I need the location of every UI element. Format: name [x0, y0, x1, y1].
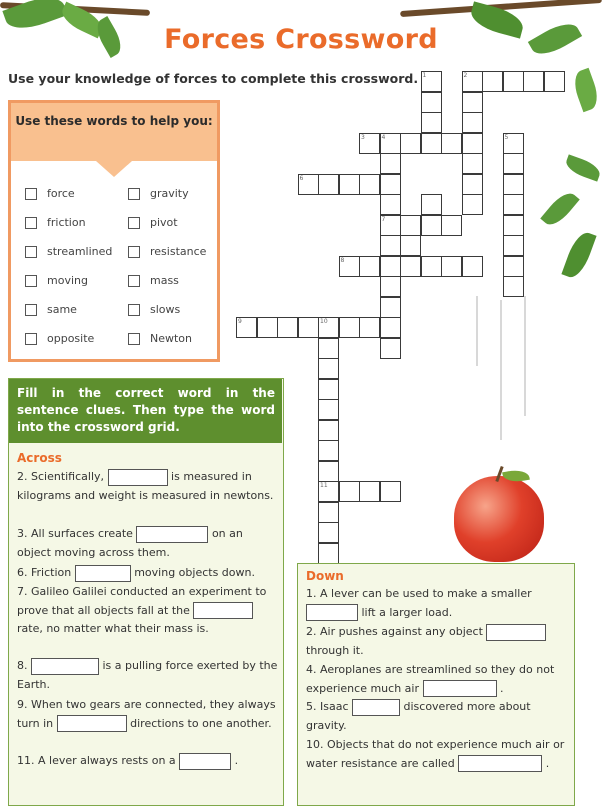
across-clue-7: 7. Galileo Galilei conducted an experiment to prove that all objects fall at the rate, no matter what their mass is.	[17, 585, 267, 635]
word-mass: mass	[150, 274, 179, 287]
crossword-cell[interactable]	[462, 174, 483, 195]
motion-line	[500, 300, 502, 440]
motion-line	[476, 296, 478, 366]
crossword-cell[interactable]	[441, 256, 462, 277]
crossword-cell[interactable]	[380, 317, 401, 338]
checkbox-slows[interactable]	[128, 304, 140, 316]
word-gravity: gravity	[150, 187, 189, 200]
crossword-cell[interactable]	[318, 379, 339, 400]
word-bank-heading: Use these words to help you:	[15, 114, 213, 128]
clues-panel	[8, 378, 284, 806]
crossword-cell[interactable]	[503, 71, 524, 92]
clues-instructions: Fill in the correct word in the sentence clues. Then type the word into the crossword grid.	[17, 386, 275, 434]
down-clue-4: 4. Aeroplanes are streamlined so they do not experience much air .	[306, 661, 568, 698]
crossword-cell[interactable]	[421, 71, 442, 92]
checkbox-pivot[interactable]	[128, 217, 140, 229]
checkbox-gravity[interactable]	[128, 188, 140, 200]
crossword-cell[interactable]	[380, 133, 401, 154]
answer-blank[interactable]	[306, 604, 358, 621]
clue-number: 8	[340, 256, 345, 264]
crossword-cell[interactable]	[503, 215, 524, 236]
crossword-cell[interactable]	[339, 317, 360, 338]
crossword-cell[interactable]	[318, 481, 339, 502]
crossword-cell[interactable]	[441, 133, 462, 154]
crossword-cell[interactable]	[318, 543, 339, 564]
answer-blank[interactable]	[179, 753, 231, 770]
crossword-cell[interactable]	[462, 71, 483, 92]
clue-number: 5	[504, 133, 509, 141]
word-bank-header	[11, 103, 217, 161]
crossword-cell[interactable]	[318, 358, 339, 379]
checkbox-friction[interactable]	[25, 217, 37, 229]
crossword-cell[interactable]	[318, 420, 339, 441]
crossword-cell[interactable]	[380, 235, 401, 256]
crossword-cell[interactable]	[421, 112, 442, 133]
crossword-cell[interactable]	[421, 194, 442, 215]
crossword-cell[interactable]	[462, 133, 483, 154]
crossword-cell[interactable]	[318, 522, 339, 543]
down-clues-panel	[297, 563, 575, 806]
crossword-cell[interactable]	[380, 481, 401, 502]
crossword-cell[interactable]	[277, 317, 298, 338]
answer-blank[interactable]	[193, 602, 253, 619]
crossword-cell[interactable]	[400, 133, 421, 154]
crossword-cell[interactable]	[482, 71, 503, 92]
across-clue-11: 11. A lever always rests on a .	[17, 752, 279, 771]
crossword-cell[interactable]	[339, 481, 360, 502]
crossword-cell[interactable]	[359, 256, 380, 277]
answer-blank[interactable]	[75, 565, 131, 582]
crossword-cell[interactable]	[503, 133, 524, 154]
crossword-cell[interactable]	[318, 461, 339, 482]
crossword-cell[interactable]	[421, 256, 442, 277]
checkbox-opposite[interactable]	[25, 333, 37, 345]
clue-number: 1	[422, 72, 427, 79]
crossword-cell[interactable]	[339, 174, 360, 195]
crossword-cell[interactable]	[298, 317, 319, 338]
checkbox-resistance[interactable]	[128, 246, 140, 258]
crossword-cell[interactable]	[441, 215, 462, 236]
checkbox-newton[interactable]	[128, 333, 140, 345]
clue-number: 11	[320, 482, 328, 489]
answer-blank[interactable]	[458, 755, 542, 772]
word-same: same	[47, 303, 77, 316]
crossword-cell[interactable]	[359, 481, 380, 502]
word-streamlined: streamlined	[47, 245, 113, 258]
down-clue-1: 1. A lever can be used to make a smaller lift a larger load.	[306, 585, 568, 622]
crossword-cell[interactable]	[503, 153, 524, 174]
crossword-cell[interactable]	[236, 317, 257, 338]
crossword-cell[interactable]	[523, 71, 544, 92]
crossword-cell[interactable]	[298, 174, 319, 195]
across-clue-9: 9. When two gears are connected, they always turn in directions to one another.	[17, 696, 279, 733]
crossword-cell[interactable]	[544, 71, 565, 92]
crossword-cell[interactable]	[421, 92, 442, 113]
crossword-cell[interactable]	[359, 133, 380, 154]
crossword-cell[interactable]	[400, 256, 421, 277]
word-newton: Newton	[150, 332, 193, 345]
word-pivot: pivot	[150, 216, 178, 229]
crossword-cell[interactable]	[380, 276, 401, 297]
page-title: Forces Crossword	[164, 24, 438, 55]
word-bank	[8, 100, 220, 362]
clue-number: 4	[381, 133, 386, 141]
crossword-cell[interactable]	[380, 338, 401, 359]
across-title: Across	[17, 451, 62, 465]
crossword-cell[interactable]	[421, 215, 442, 236]
answer-blank[interactable]	[136, 526, 208, 543]
crossword-cell[interactable]	[503, 174, 524, 195]
answer-blank[interactable]	[352, 699, 400, 716]
apple-illustration	[454, 476, 544, 562]
down-clue-10: 10. Objects that do not experience much air or water resistance are called .	[306, 736, 568, 773]
clue-number: 2	[463, 72, 468, 79]
crossword-cell[interactable]	[462, 153, 483, 174]
crossword-cell[interactable]	[380, 194, 401, 215]
crossword-cell[interactable]	[400, 235, 421, 256]
crossword-cell[interactable]	[318, 338, 339, 359]
clue-number: 6	[299, 174, 304, 182]
crossword-cell[interactable]	[503, 256, 524, 277]
word-slows: slows	[150, 303, 181, 316]
crossword-cell[interactable]	[462, 112, 483, 133]
crossword-cell[interactable]	[318, 440, 339, 461]
clue-number: 9	[238, 318, 242, 325]
down-clue-5: 5. Isaac discovered more about gravity.	[306, 700, 531, 732]
answer-blank[interactable]	[486, 624, 546, 641]
crossword-cell[interactable]	[503, 235, 524, 256]
checkbox-mass[interactable]	[128, 275, 140, 287]
down-title: Down	[306, 569, 344, 583]
crossword-cell[interactable]	[503, 194, 524, 215]
motion-line	[524, 296, 526, 416]
crossword-cell[interactable]	[318, 399, 339, 420]
clue-number: 3	[361, 133, 365, 141]
crossword-cell[interactable]	[318, 502, 339, 523]
checkbox-streamlined[interactable]	[25, 246, 37, 258]
clues-header	[9, 379, 282, 443]
crossword-cell[interactable]	[339, 256, 360, 277]
word-resistance: resistance	[150, 245, 207, 258]
checkbox-force[interactable]	[25, 188, 37, 200]
crossword-cell[interactable]	[380, 153, 401, 174]
across-clue-8: 8. is a pulling force exerted by the Earth.	[17, 659, 278, 691]
answer-blank[interactable]	[31, 658, 99, 675]
across-clue-3: 3. All surfaces create on an object moving across them.	[17, 527, 243, 559]
crossword-cell[interactable]	[380, 256, 401, 277]
answer-blank[interactable]	[108, 469, 168, 486]
answer-blank[interactable]	[423, 680, 497, 697]
crossword-cell[interactable]	[400, 215, 421, 236]
across-clue-2: 2. Scientifically, is measured in kilograms and weight is measured in newtons.	[17, 470, 274, 502]
down-clue-2: 2. Air pushes against any object through it.	[306, 623, 568, 660]
crossword-cell[interactable]	[318, 317, 339, 338]
crossword-cell[interactable]	[380, 297, 401, 318]
word-friction: friction	[47, 216, 86, 229]
intro-text: Use your knowledge of forces to complete this crossword.	[8, 71, 419, 86]
crossword-cell[interactable]	[380, 215, 401, 236]
crossword-cell[interactable]	[359, 174, 380, 195]
crossword-cell[interactable]	[318, 174, 339, 195]
crossword-cell[interactable]	[421, 133, 442, 154]
checkbox-same[interactable]	[25, 304, 37, 316]
crossword-cell[interactable]	[380, 174, 401, 195]
crossword-cell[interactable]	[462, 256, 483, 277]
answer-blank[interactable]	[57, 715, 127, 732]
across-clue-6: 6. Friction moving objects down.	[17, 564, 279, 583]
word-moving: moving	[47, 274, 88, 287]
word-force: force	[47, 187, 75, 200]
checkbox-moving[interactable]	[25, 275, 37, 287]
crossword-cell[interactable]	[503, 276, 524, 297]
crossword-cell[interactable]	[257, 317, 278, 338]
crossword-cell[interactable]	[462, 92, 483, 113]
crossword-cell[interactable]	[359, 317, 380, 338]
clue-number: 10	[320, 318, 328, 325]
clue-number: 7	[381, 215, 386, 223]
word-opposite: opposite	[47, 332, 95, 345]
crossword-cell[interactable]	[462, 194, 483, 215]
